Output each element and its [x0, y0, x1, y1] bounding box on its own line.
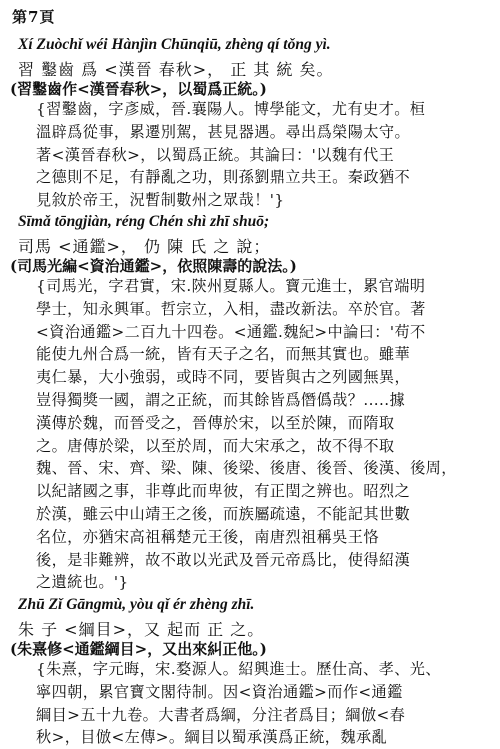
- note-line: <資治通鑑>二百九十四卷。<通鑑.魏紀>中論曰：'苟不: [36, 322, 426, 341]
- note-line: 於漢，雖云中山靖王之後，而族屬疏遠，不能記其世數: [36, 504, 411, 523]
- note-line: 寧四朝，累官寶文閣待制。因<資治通鑑>而作<通鑑: [36, 682, 403, 701]
- note-line: 夷仁暴，大小強弱，或時不同，要皆與古之列國無異，: [36, 368, 411, 387]
- note-line: {朱熹，字元晦，宋.婺源人。紹興進士。歷仕高、孝、光、: [36, 660, 441, 678]
- note-line: {司馬光，字君實，宋.陝州夏縣人。寶元進士，累官端明: [36, 277, 426, 295]
- section-2-note: [36, 275, 492, 594]
- section-3-gloss: (朱熹修<通鑑綱目>，又出來糾正他。): [10, 640, 267, 658]
- note-line: 後，是非難辨，故不敢以光武及晉元帝爲比，使得紹漢: [36, 550, 411, 569]
- note-line: 能使九州合爲一統，皆有天子之名，而無其實也。雖華: [36, 345, 411, 364]
- section-1-gloss: (習鑿齒作<漢晉春秋>，以蜀爲正統。): [10, 80, 267, 98]
- section-2-chinese: 司馬 <通鑑>， 仍 陳 氏 之 說；: [18, 237, 271, 256]
- note-line: 之德則不足，有靜亂之功，則孫劉鼎立共王。秦政猶不: [36, 168, 411, 187]
- note-line: 以紀諸國之事，非尊此而卑彼，有正閏之辨也。昭烈之: [36, 482, 411, 501]
- section-2-pinyin: Sīmǎ tōngjiàn, réng Chén shì zhī shuō;: [18, 213, 270, 230]
- section-3-pinyin: Zhū Zǐ Gāngmù, yòu qǐ ér zhèng zhī.: [18, 596, 255, 613]
- note-line: 秋>，目倣<左傳>。綱目以蜀承漢爲正統，魏承亂: [36, 728, 388, 747]
- note-line: 之。唐傳於梁，以至於周，而大宋承之，故不得不取: [36, 436, 395, 455]
- note-line: 著<漢晉春秋>，以蜀爲正統。其論曰：'以魏有代王: [36, 145, 395, 164]
- section-2-gloss: (司馬光編<資治通鑑>，依照陳壽的說法。): [10, 257, 297, 275]
- note-line: 見敘於帝王，況暫制數州之眾哉！'}: [36, 191, 285, 210]
- note-line: 學士，知永興軍。哲宗立，入相，盡改新法。卒於官。著: [36, 299, 426, 318]
- section-3-note: [36, 658, 492, 749]
- note-line: 名位，亦猶宋高祖稱楚元王後，南唐烈祖稱吳王恪: [36, 527, 379, 546]
- page-number: 第7頁: [12, 8, 56, 26]
- section-1-note: [36, 98, 492, 212]
- note-line: 豈得獨獎一國，謂之正統，而其餘皆爲僭僞哉？.....據: [36, 390, 406, 409]
- note-line: 漢傳於魏，而晉受之，晉傳於宋，以至於陳，而隋取: [36, 413, 395, 432]
- note-line: 綱目>五十九卷。大書者爲綱，分注者爲目；綱倣<春: [36, 705, 406, 724]
- note-line: 溫辟爲從事，累遷別駕，甚見器遇。尋出爲榮陽太守。: [36, 122, 411, 141]
- note-line: 魏、晉、宋、齊、梁、陳、後梁、後唐、後晉、後漢、後周，: [36, 459, 457, 478]
- note-line: {習鑿齒，字彥威，晉.襄陽人。博學能文，尤有史才。桓: [36, 100, 426, 118]
- note-line: 之遺統也。'}: [36, 573, 129, 592]
- section-1-pinyin: Xí Zuòchǐ wéi Hànjìn Chūnqiū, zhèng qí tǒng yì.: [18, 36, 331, 53]
- section-3-chinese: 朱 子 <綱目>，又 起而 正 之。: [18, 620, 265, 639]
- section-1-chinese: 習 鑿齒 爲 <漢晉 春秋>， 正 其 統 矣。: [18, 60, 334, 79]
